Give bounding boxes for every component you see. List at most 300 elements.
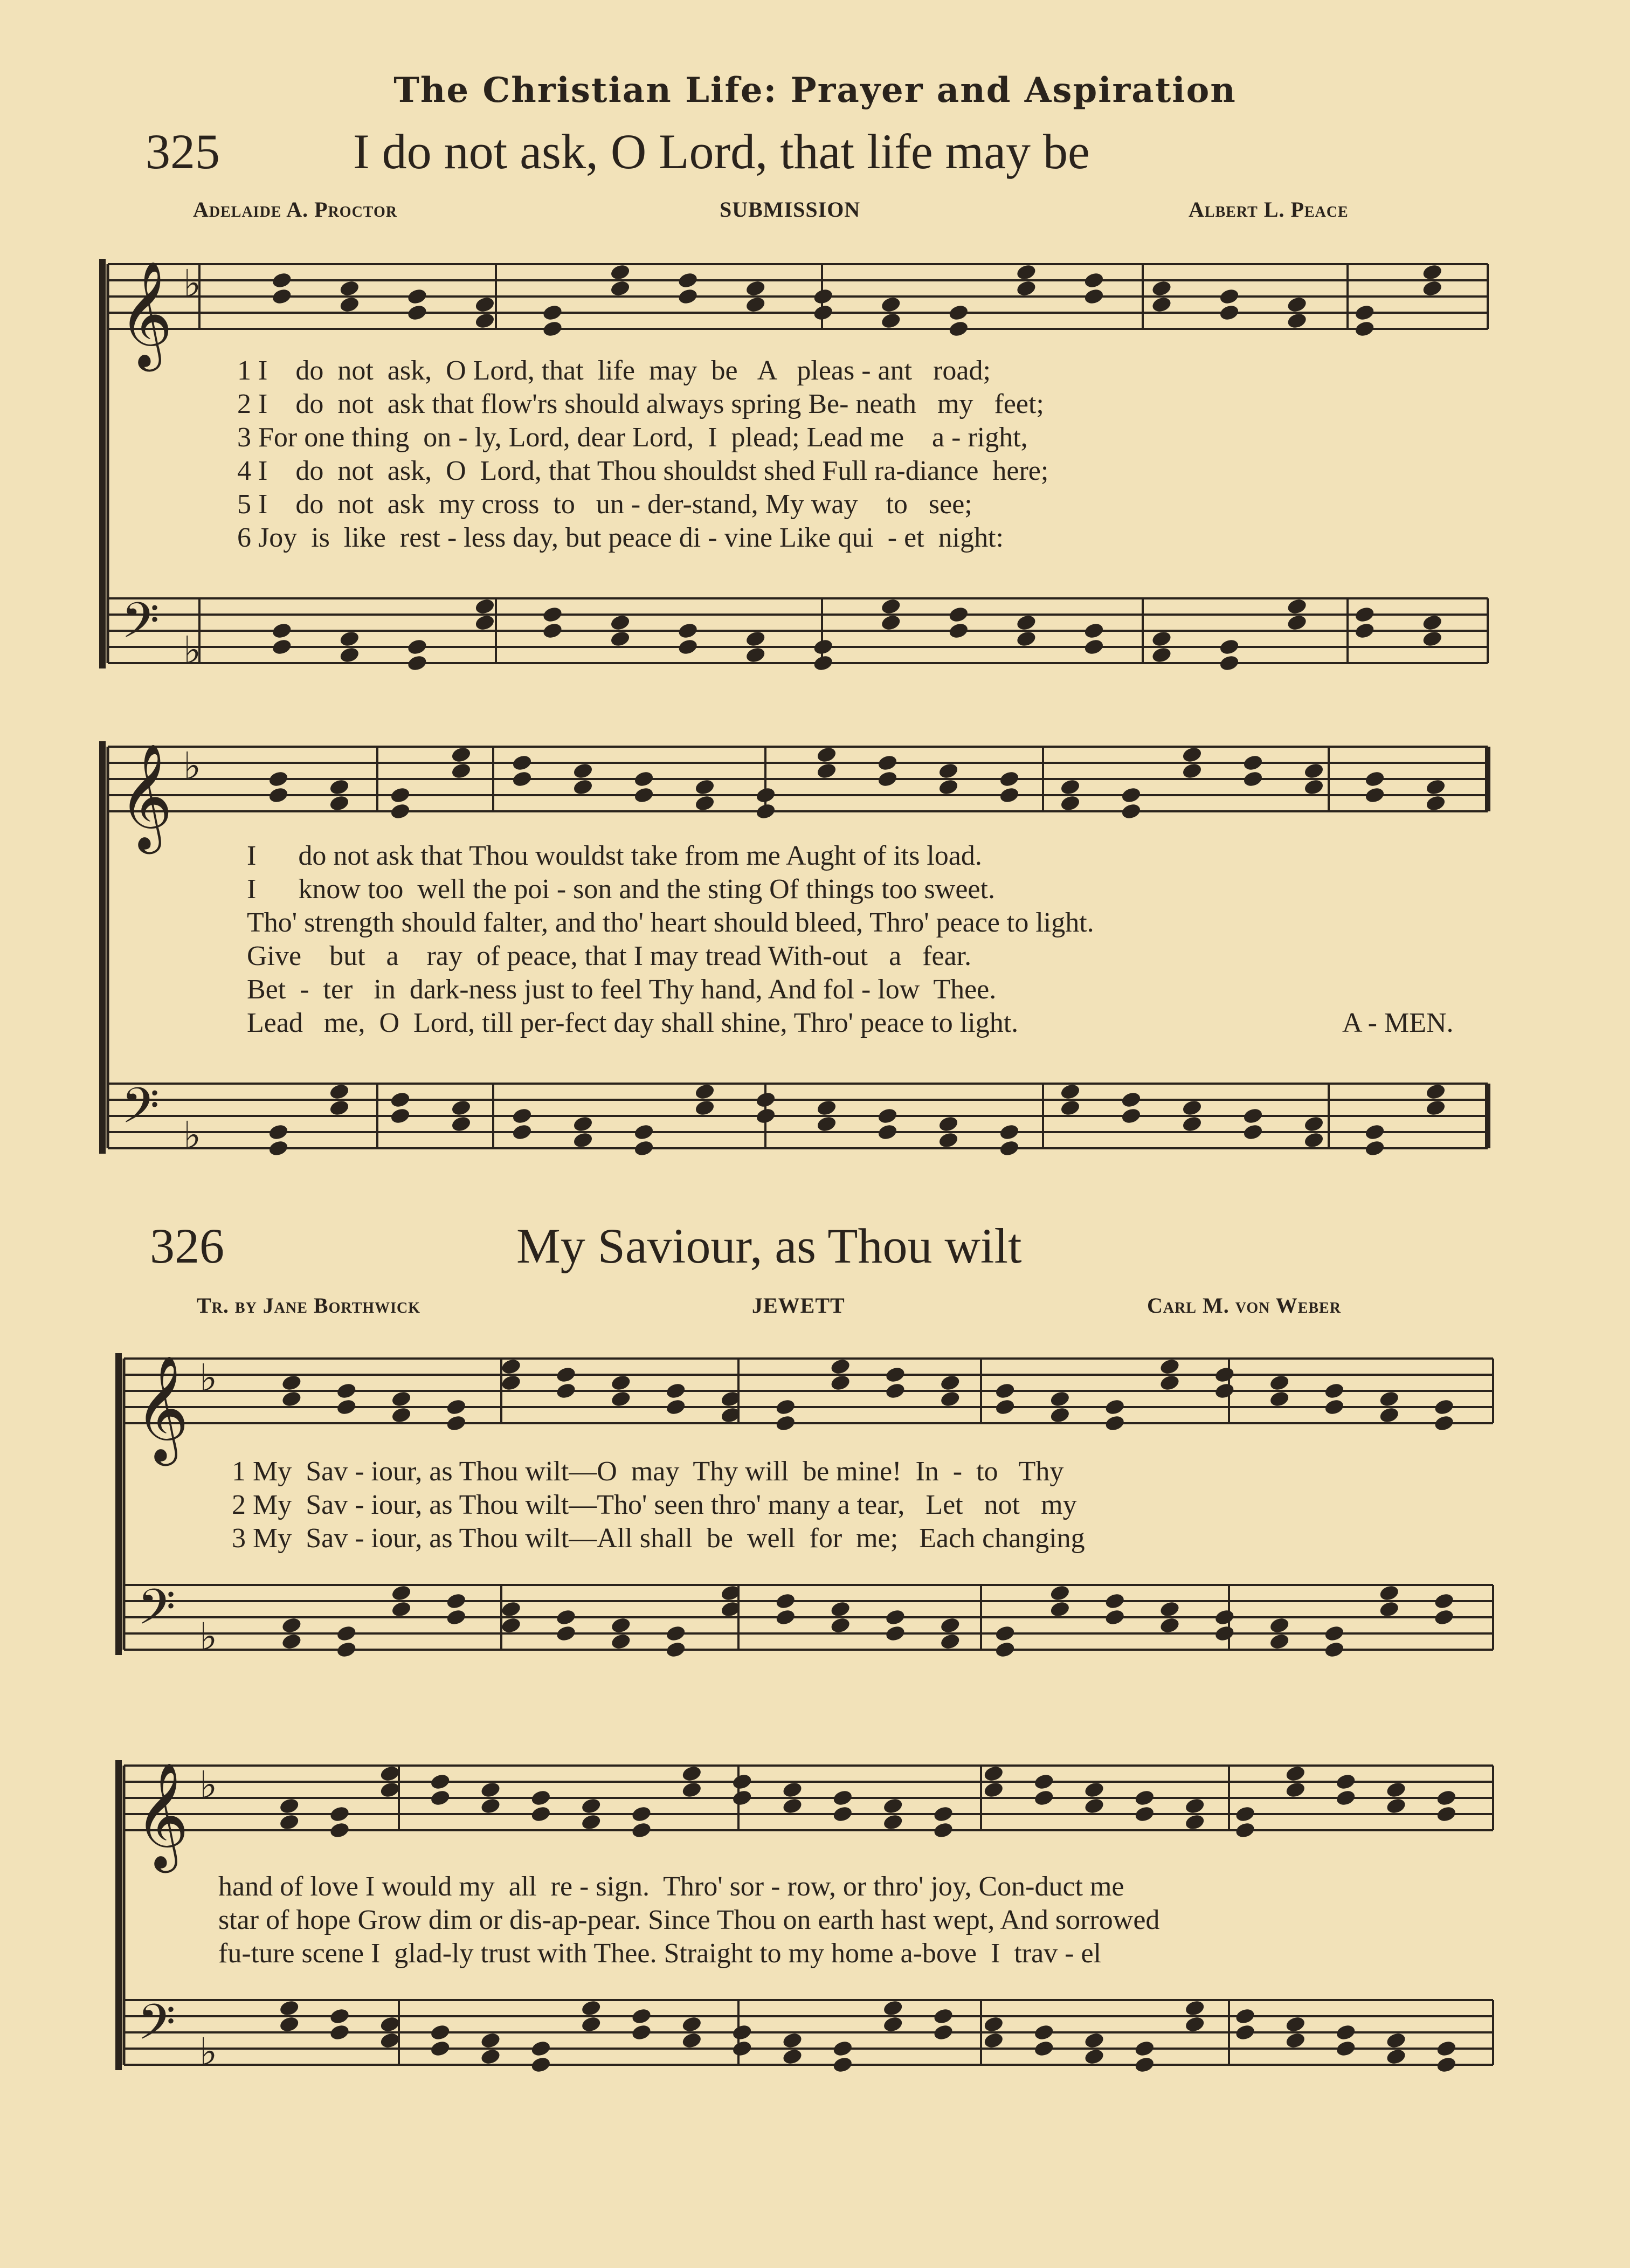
note-head bbox=[609, 630, 631, 648]
note-head bbox=[940, 1390, 961, 1408]
note-head bbox=[1385, 1797, 1407, 1815]
note-head bbox=[1120, 786, 1142, 804]
amen: A - MEN. bbox=[1342, 1008, 1454, 1038]
note-head bbox=[271, 622, 293, 640]
note-head bbox=[755, 786, 776, 804]
note-head bbox=[329, 2023, 350, 2042]
verse-line: 1 My Sav - iour, as Thou wilt—O may Thy will be mine! In - to Thy bbox=[232, 1456, 1064, 1487]
note-head bbox=[1120, 1107, 1142, 1125]
note-head bbox=[1151, 295, 1172, 314]
note-head bbox=[940, 1374, 961, 1392]
note-head bbox=[1016, 613, 1037, 632]
note-head bbox=[271, 271, 293, 289]
verse-line: fu-ture scene I glad-ly trust with Thee. Straight to my home a-bove I trav - el bbox=[218, 1938, 1101, 1969]
note-head bbox=[1242, 770, 1263, 788]
verse-line: 3 My Sav - iour, as Thou wilt—All shall be well for me; Each changing bbox=[232, 1523, 1085, 1554]
note-head bbox=[329, 2007, 350, 2025]
note-head bbox=[731, 2039, 753, 2058]
note-head bbox=[430, 2039, 451, 2058]
section-header: The Christian Life: Prayer and Aspiration bbox=[393, 70, 1237, 111]
note-head bbox=[1354, 622, 1376, 640]
note-head bbox=[389, 1091, 411, 1109]
note-head bbox=[1083, 1781, 1105, 1799]
note-head bbox=[1218, 304, 1240, 322]
note-head bbox=[1286, 613, 1308, 632]
note-head bbox=[885, 1608, 906, 1626]
note-head bbox=[572, 1131, 593, 1149]
note-head bbox=[1385, 1781, 1407, 1799]
note-head bbox=[1435, 1789, 1457, 1807]
note-head bbox=[450, 762, 472, 780]
note-head bbox=[1354, 304, 1376, 322]
note-head bbox=[1364, 786, 1385, 804]
note-head bbox=[390, 1600, 412, 1618]
verse-line: I do not ask that Thou wouldst take from me Aught of its load. bbox=[247, 840, 982, 871]
note-head bbox=[677, 287, 699, 306]
note-head bbox=[1364, 1123, 1385, 1141]
note-head bbox=[339, 646, 360, 664]
note-head bbox=[812, 638, 834, 656]
note-head bbox=[581, 1797, 602, 1815]
clef-icon: ♭ bbox=[183, 261, 202, 306]
note-head bbox=[1104, 1398, 1125, 1416]
note-head bbox=[631, 2007, 652, 2025]
note-head bbox=[998, 1123, 1020, 1141]
note-head bbox=[745, 646, 766, 664]
note-head bbox=[1303, 1131, 1324, 1149]
note-head bbox=[1059, 794, 1081, 812]
note-head bbox=[1234, 2007, 1256, 2025]
note-head bbox=[677, 622, 699, 640]
note-head bbox=[511, 770, 533, 788]
note-head bbox=[1104, 1608, 1125, 1626]
note-head bbox=[500, 1357, 522, 1376]
note-head bbox=[1385, 2031, 1407, 2050]
note-head bbox=[1242, 1123, 1263, 1141]
note-head bbox=[542, 304, 563, 322]
note-head bbox=[511, 754, 533, 772]
note-head bbox=[1378, 1390, 1400, 1408]
note-head bbox=[1218, 287, 1240, 306]
note-head bbox=[940, 1616, 961, 1635]
verse-line: 4 I do not ask, O Lord, that Thou shouldst shed Full ra-diance here; bbox=[237, 456, 1049, 486]
note-head bbox=[775, 1592, 796, 1610]
note-head bbox=[1354, 605, 1376, 624]
note-head bbox=[1151, 279, 1172, 298]
note-head bbox=[1134, 1789, 1155, 1807]
note-head bbox=[1269, 1616, 1290, 1635]
clef-icon: ♭ bbox=[183, 744, 202, 788]
note-head bbox=[329, 1821, 350, 1839]
note-head bbox=[876, 770, 898, 788]
note-head bbox=[633, 1123, 654, 1141]
note-head bbox=[530, 2039, 551, 2058]
note-head bbox=[430, 2023, 451, 2042]
note-head bbox=[1234, 2023, 1256, 2042]
note-head bbox=[1323, 1382, 1345, 1400]
note-head bbox=[406, 287, 428, 306]
note-head bbox=[933, 2007, 954, 2025]
note-head bbox=[542, 622, 563, 640]
note-head bbox=[830, 1357, 851, 1376]
hymn-author: Tr. by Jane Borthwick bbox=[197, 1293, 420, 1318]
note-head bbox=[1284, 2031, 1306, 2050]
note-head bbox=[572, 778, 593, 796]
note-head bbox=[681, 1764, 702, 1783]
note-head bbox=[610, 1632, 632, 1651]
note-head bbox=[1134, 2056, 1155, 2074]
clef-icon: 𝄢 bbox=[137, 1994, 176, 2063]
note-head bbox=[1033, 2039, 1055, 2058]
note-head bbox=[1159, 1374, 1180, 1392]
note-head bbox=[933, 2023, 954, 2042]
note-head bbox=[1284, 1781, 1306, 1799]
note-head bbox=[1159, 1600, 1180, 1618]
note-head bbox=[1181, 1115, 1203, 1133]
note-head bbox=[1421, 279, 1443, 298]
note-head bbox=[983, 2031, 1004, 2050]
note-head bbox=[775, 1398, 796, 1416]
note-head bbox=[511, 1107, 533, 1125]
note-head bbox=[328, 794, 350, 812]
note-head bbox=[832, 2056, 853, 2074]
note-head bbox=[500, 1616, 522, 1635]
note-head bbox=[450, 746, 472, 764]
note-head bbox=[390, 1390, 412, 1408]
note-head bbox=[500, 1374, 522, 1392]
note-head bbox=[581, 1813, 602, 1831]
note-head bbox=[511, 1123, 533, 1141]
verse-line: I know too well the poi - son and the sting Of things too sweet. bbox=[247, 874, 995, 905]
note-head bbox=[876, 1107, 898, 1125]
note-head bbox=[731, 1773, 753, 1791]
note-head bbox=[445, 1414, 467, 1432]
note-head bbox=[830, 1600, 851, 1618]
note-head bbox=[336, 1398, 357, 1416]
note-head bbox=[1049, 1600, 1070, 1618]
note-head bbox=[1425, 794, 1446, 812]
note-head bbox=[1033, 1789, 1055, 1807]
note-head bbox=[281, 1616, 302, 1635]
hymn-title: My Saviour, as Thou wilt bbox=[516, 1218, 1022, 1273]
note-head bbox=[937, 1131, 959, 1149]
note-head bbox=[1234, 1805, 1256, 1823]
note-head bbox=[474, 312, 495, 330]
note-head bbox=[1354, 320, 1376, 338]
note-head bbox=[279, 1813, 300, 1831]
note-head bbox=[1421, 263, 1443, 281]
note-head bbox=[1364, 1139, 1385, 1157]
note-head bbox=[572, 1115, 593, 1133]
note-head bbox=[1433, 1414, 1455, 1432]
note-head bbox=[1435, 2039, 1457, 2058]
note-head bbox=[281, 1390, 302, 1408]
note-head bbox=[830, 1374, 851, 1392]
note-head bbox=[731, 1789, 753, 1807]
hymn-tune: JEWETT bbox=[752, 1293, 845, 1318]
note-head bbox=[1181, 1099, 1203, 1117]
note-head bbox=[1364, 770, 1385, 788]
note-head bbox=[816, 1115, 837, 1133]
note-head bbox=[948, 622, 969, 640]
note-head bbox=[681, 1781, 702, 1799]
note-head bbox=[1286, 295, 1308, 314]
note-head bbox=[1421, 613, 1443, 632]
note-head bbox=[782, 1781, 803, 1799]
note-head bbox=[681, 2015, 702, 2033]
note-head bbox=[406, 304, 428, 322]
note-head bbox=[885, 1624, 906, 1643]
note-head bbox=[665, 1640, 687, 1659]
note-head bbox=[882, 2015, 904, 2033]
note-head bbox=[1049, 1406, 1070, 1424]
note-head bbox=[1083, 2031, 1105, 2050]
note-head bbox=[745, 630, 766, 648]
note-head bbox=[1151, 646, 1172, 664]
note-head bbox=[389, 802, 411, 821]
clef-icon: 𝄞 bbox=[135, 1355, 189, 1462]
note-head bbox=[631, 2023, 652, 2042]
note-head bbox=[677, 638, 699, 656]
note-head bbox=[474, 295, 495, 314]
note-head bbox=[948, 320, 969, 338]
clef-icon: ♭ bbox=[183, 628, 202, 672]
note-head bbox=[279, 1797, 300, 1815]
note-head bbox=[1421, 630, 1443, 648]
note-head bbox=[279, 2015, 300, 2033]
note-head bbox=[329, 1805, 350, 1823]
note-head bbox=[1214, 1624, 1235, 1643]
note-head bbox=[480, 1797, 501, 1815]
note-head bbox=[882, 1813, 904, 1831]
note-head bbox=[406, 638, 428, 656]
note-head bbox=[1184, 1999, 1206, 2017]
note-head bbox=[876, 1123, 898, 1141]
note-head bbox=[1159, 1357, 1180, 1376]
note-head bbox=[1378, 1584, 1400, 1602]
note-head bbox=[1104, 1592, 1125, 1610]
note-head bbox=[940, 1632, 961, 1651]
note-head bbox=[1033, 1773, 1055, 1791]
note-head bbox=[1104, 1414, 1125, 1432]
note-head bbox=[1433, 1608, 1455, 1626]
note-head bbox=[1323, 1640, 1345, 1659]
verse-line: 5 I do not ask my cross to un - der-stand, My way to see; bbox=[237, 489, 972, 520]
note-head bbox=[694, 1099, 715, 1117]
note-head bbox=[755, 1107, 776, 1125]
note-head bbox=[1335, 2039, 1357, 2058]
note-head bbox=[1303, 778, 1324, 796]
note-head bbox=[731, 2023, 753, 2042]
note-head bbox=[782, 1797, 803, 1815]
note-head bbox=[998, 770, 1020, 788]
clef-icon: 𝄢 bbox=[121, 1077, 160, 1146]
note-head bbox=[279, 1999, 300, 2017]
note-head bbox=[336, 1640, 357, 1659]
note-head bbox=[1335, 1789, 1357, 1807]
note-head bbox=[880, 613, 902, 632]
note-head bbox=[1214, 1608, 1235, 1626]
note-head bbox=[328, 1099, 350, 1117]
note-head bbox=[1435, 2056, 1457, 2074]
verse-line: 2 My Sav - iour, as Thou wilt—Tho' seen thro' many a tear, Let not my bbox=[232, 1490, 1077, 1520]
note-head bbox=[1303, 762, 1324, 780]
note-head bbox=[267, 1139, 289, 1157]
note-head bbox=[812, 287, 834, 306]
note-head bbox=[1151, 630, 1172, 648]
note-head bbox=[948, 605, 969, 624]
verse-line: hand of love I would my all re - sign. Thro' sor - row, or thro' joy, Con-duct me bbox=[218, 1871, 1124, 1902]
note-head bbox=[610, 1374, 632, 1392]
note-head bbox=[880, 312, 902, 330]
note-head bbox=[480, 1781, 501, 1799]
note-head bbox=[775, 1608, 796, 1626]
note-head bbox=[1184, 1813, 1206, 1831]
note-head bbox=[948, 304, 969, 322]
note-head bbox=[1303, 1115, 1324, 1133]
note-head bbox=[1159, 1616, 1180, 1635]
note-head bbox=[812, 304, 834, 322]
note-head bbox=[882, 1797, 904, 1815]
clef-icon: ♭ bbox=[199, 2030, 218, 2074]
note-head bbox=[694, 794, 715, 812]
note-head bbox=[450, 1099, 472, 1117]
note-head bbox=[1218, 654, 1240, 672]
note-head bbox=[1378, 1600, 1400, 1618]
note-head bbox=[1083, 287, 1104, 306]
note-head bbox=[1242, 754, 1263, 772]
note-head bbox=[336, 1624, 357, 1643]
note-head bbox=[665, 1382, 687, 1400]
note-head bbox=[379, 1781, 400, 1799]
note-head bbox=[390, 1584, 412, 1602]
note-head bbox=[1425, 778, 1446, 796]
clef-icon: 𝄢 bbox=[121, 592, 160, 661]
note-head bbox=[832, 2039, 853, 2058]
note-head bbox=[609, 263, 631, 281]
verse-line: 6 Joy is like rest - less day, but peace di - vine Like qui - et night: bbox=[237, 522, 1004, 553]
note-head bbox=[633, 1139, 654, 1157]
note-head bbox=[1083, 271, 1104, 289]
note-head bbox=[500, 1600, 522, 1618]
hymn-composer: Carl M. von Weber bbox=[1147, 1293, 1341, 1318]
note-head bbox=[1425, 1099, 1446, 1117]
note-head bbox=[832, 1789, 853, 1807]
note-head bbox=[390, 1406, 412, 1424]
note-head bbox=[328, 778, 350, 796]
note-head bbox=[389, 1107, 411, 1125]
note-head bbox=[983, 2015, 1004, 2033]
hymn-title: I do not ask, O Lord, that life may be bbox=[353, 124, 1090, 179]
note-head bbox=[1083, 638, 1104, 656]
note-head bbox=[1059, 1099, 1081, 1117]
note-head bbox=[665, 1398, 687, 1416]
note-head bbox=[480, 2031, 501, 2050]
note-head bbox=[882, 1999, 904, 2017]
note-head bbox=[1181, 762, 1203, 780]
note-head bbox=[1286, 597, 1308, 616]
note-head bbox=[631, 1821, 652, 1839]
note-head bbox=[1269, 1632, 1290, 1651]
note-head bbox=[389, 786, 411, 804]
note-head bbox=[1335, 1773, 1357, 1791]
note-head bbox=[1016, 630, 1037, 648]
note-head bbox=[633, 770, 654, 788]
note-head bbox=[379, 2015, 400, 2033]
note-head bbox=[1083, 2048, 1105, 2066]
note-head bbox=[998, 786, 1020, 804]
note-head bbox=[937, 762, 959, 780]
note-head bbox=[1269, 1374, 1290, 1392]
clef-icon: 𝄞 bbox=[135, 1762, 189, 1869]
note-head bbox=[782, 2031, 803, 2050]
note-head bbox=[1425, 1083, 1446, 1101]
note-head bbox=[933, 1821, 954, 1839]
note-head bbox=[1433, 1398, 1455, 1416]
hymn-composer: Albert L. Peace bbox=[1189, 197, 1349, 222]
clef-icon: 𝄞 bbox=[119, 743, 173, 850]
note-head bbox=[379, 1764, 400, 1783]
note-head bbox=[885, 1366, 906, 1384]
note-head bbox=[1284, 2015, 1306, 2033]
note-head bbox=[694, 1083, 715, 1101]
note-head bbox=[555, 1366, 577, 1384]
note-head bbox=[406, 654, 428, 672]
note-head bbox=[1059, 778, 1081, 796]
verse-line: 1 I do not ask, O Lord, that life may be A pleas - ant road; bbox=[237, 355, 991, 386]
note-head bbox=[1049, 1584, 1070, 1602]
note-head bbox=[885, 1382, 906, 1400]
note-head bbox=[1059, 1083, 1081, 1101]
note-head bbox=[609, 613, 631, 632]
note-head bbox=[610, 1390, 632, 1408]
note-head bbox=[1049, 1390, 1070, 1408]
note-head bbox=[1335, 2023, 1357, 2042]
note-head bbox=[281, 1374, 302, 1392]
note-head bbox=[339, 295, 360, 314]
note-head bbox=[937, 778, 959, 796]
note-head bbox=[994, 1382, 1016, 1400]
note-head bbox=[745, 295, 766, 314]
note-head bbox=[474, 597, 495, 616]
note-head bbox=[1242, 1107, 1263, 1125]
clef-icon: 𝄞 bbox=[119, 260, 173, 367]
note-head bbox=[542, 605, 563, 624]
clef-icon: ♭ bbox=[183, 1113, 202, 1157]
note-head bbox=[1214, 1382, 1235, 1400]
note-head bbox=[880, 597, 902, 616]
note-head bbox=[830, 1616, 851, 1635]
note-head bbox=[983, 1781, 1004, 1799]
note-head bbox=[1378, 1406, 1400, 1424]
note-head bbox=[1083, 622, 1104, 640]
note-head bbox=[1214, 1366, 1235, 1384]
note-head bbox=[530, 1789, 551, 1807]
clef-icon: ♭ bbox=[199, 1615, 218, 1659]
note-head bbox=[1323, 1624, 1345, 1643]
note-head bbox=[609, 279, 631, 298]
note-head bbox=[876, 754, 898, 772]
note-head bbox=[445, 1398, 467, 1416]
note-head bbox=[1385, 2048, 1407, 2066]
note-head bbox=[581, 2015, 602, 2033]
note-head bbox=[775, 1414, 796, 1432]
note-head bbox=[555, 1608, 577, 1626]
note-head bbox=[880, 295, 902, 314]
note-head bbox=[445, 1592, 467, 1610]
hymn-tune: SUBMISSION bbox=[720, 197, 861, 222]
note-head bbox=[430, 1789, 451, 1807]
